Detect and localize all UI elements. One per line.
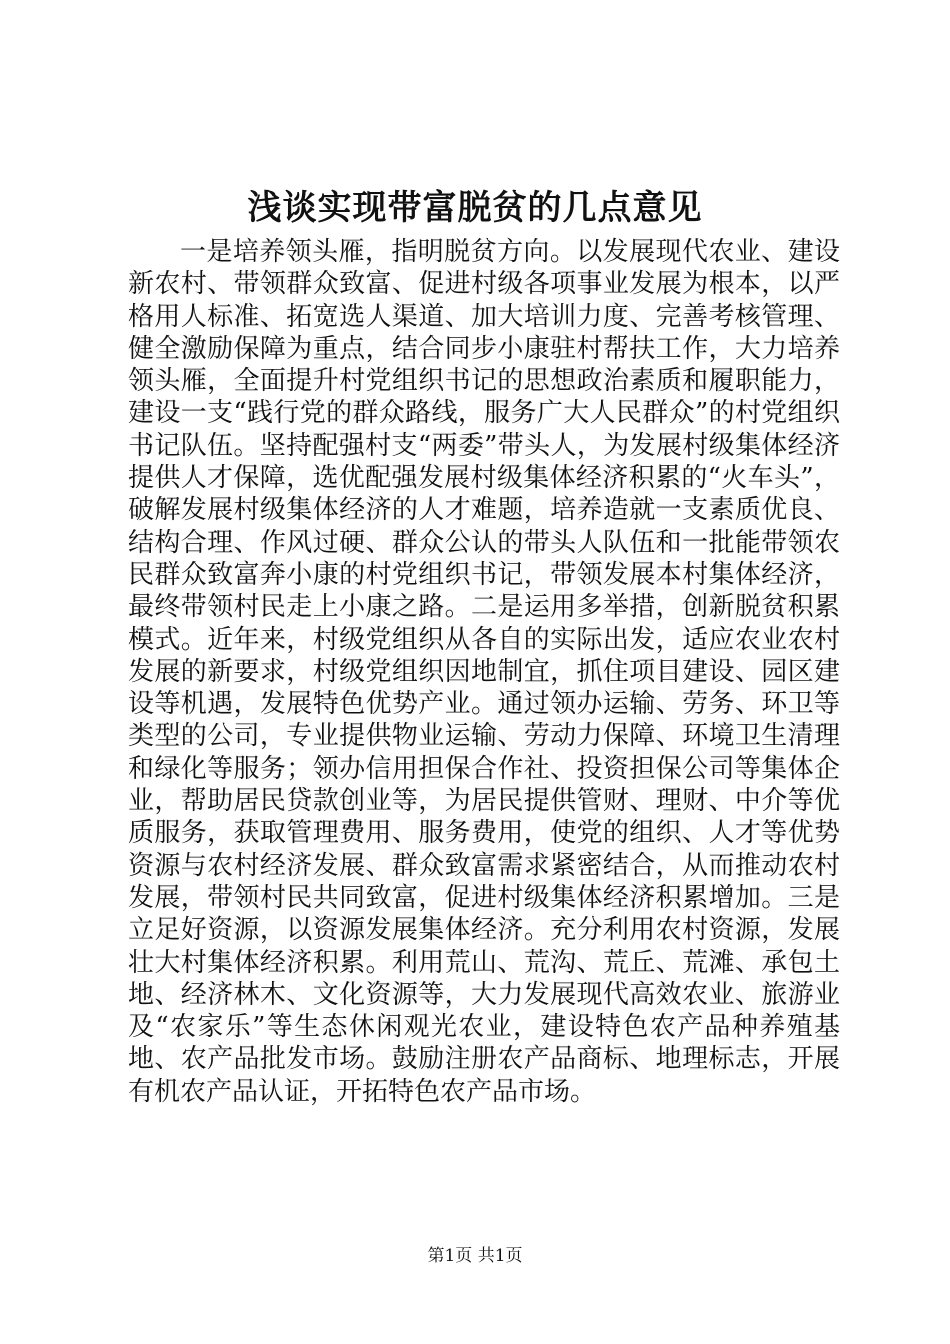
body-paragraph: 一是培养领头雁，指明脱贫方向。以发展现代农业、建设新农村、带领群众致富、促进村级各项事业发展为根本，以严格用人标准、拓宽选人渠道、加大培训力度、完善考核管理、健全激励保障为重点，结合同步小康驻村帮扶工作，大力培养领头雁，全面提升村党组织书记的思想政治素质和履职能力，建设一支“践行党的群众路线，服务广大人民群众”的村党组织书记队伍。坚持配强村支“两委”带头人，为发展村级集体经济提供人才保障，选优配强发展村级集体经济积累的“火车头”，破解发展村级集体经济的人才难题，培养造就一支素质优良、结构合理、作风过硬、群众公认的带头人队伍和一批能带领农民群众致富奔小康的村党组织书记，带领发展本村集体经济，最终带领村民走上小康之路。二是运用多举措，创新脱贫积累模式。近年来，村级党组织从各自的实际出发，适应农业农村发展的新要求，村级党组织因地制宜，抓住项目建设、园区建设等机遇，发展特色优势产业。通过领办运输、劳务、环卫等类型的公司，专业提供物业运输、劳动力保障、环境卫生清理和绿化等服务；领办信用担保合作社、投资担保公司等集体企业，帮助居民贷款创业等，为居民提供管财、理财、中介等优质服务，获取管理费用、服务费用，使党的组织、人才等优势资源与农村经济发展、群众致富需求紧密结合，从而推动农村发展，带领村民共同致富，促进村级集体经济积累增加。三是立足好资源，以资源发展集体经济。充分利用农村资源，发展壮大村集体经济积累。利用荒山、荒沟、荒丘、荒滩、承包土地、经济林木、文化资源等，大力发展现代高效农业、旅游业及“农家乐”等生态休闲观光农业，建设特色农产品种养殖基地、农产品批发市场。鼓励注册农产品商标、地理标志，开展有机农产品认证，开拓特色农产品市场。: [128, 237, 840, 1107]
document-title: 浅谈实现带富脱贫的几点意见: [247, 188, 703, 228]
page-footer: 第1页 共1页: [427, 1246, 523, 1266]
